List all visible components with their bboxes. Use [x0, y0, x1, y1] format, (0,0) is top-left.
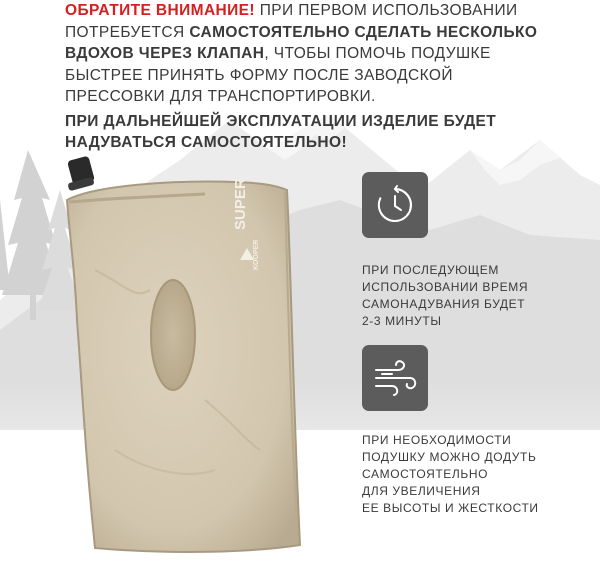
notice-lead: ОБРАТИТЕ ВНИМАНИЕ! — [65, 2, 255, 19]
feature-1-text — [362, 262, 562, 330]
feature-line: САМОСТОЯТЕЛЬНО — [362, 467, 489, 481]
valve — [67, 156, 95, 192]
feature-2-text — [362, 432, 562, 517]
notice-text-a: ПРИ ПЕРВОМ ИСПОЛЬЗОВАНИИ ПОТРЕБУЕТСЯ — [65, 2, 518, 41]
wind-icon — [372, 358, 418, 398]
feature-line: ПРИ ПОСЛЕДУЮЩЕМ — [362, 263, 499, 277]
timer-icon — [373, 183, 417, 227]
notice-block — [65, 0, 545, 154]
notice-paragraph-1 — [65, 0, 545, 108]
feature-line: ЕЕ ВЫСОТЫ И ЖЕСТКОСТИ — [362, 501, 539, 515]
feature-line: ДЛЯ УВЕЛИЧЕНИЯ — [362, 484, 481, 498]
feature-line: ПОДУШКУ МОЖНО ДОДУТЬ — [362, 450, 537, 464]
pillow-image — [55, 150, 315, 560]
feature-line: ИСПОЛЬЗОВАНИИ ВРЕМЯ — [362, 280, 529, 294]
feature-line: 2-3 МИНУТЫ — [362, 314, 442, 328]
brand-label: SUPER — [232, 178, 249, 230]
notice-emphasis: САМОСТОЯТЕЛЬНО СДЕЛАТЬ НЕСКОЛЬКО ВДОХОВ ЧЕРЕЗ КЛАПАН — [65, 23, 538, 62]
timer-icon-box — [362, 172, 428, 238]
feature-line: ПРИ НЕОБХОДИМОСТИ — [362, 433, 512, 447]
notice-paragraph-2: ПРИ ДАЛЬНЕЙШЕЙ ЭКСПЛУАТАЦИИ ИЗДЕЛИЕ БУДЕТ НАДУВАТЬСЯ САМОСТОЯТЕЛЬНО! — [65, 112, 497, 151]
wind-icon-box — [362, 345, 428, 411]
feature-line: САМОНАДУВАНИЯ БУДЕТ — [362, 297, 526, 311]
notice-text-c: , ЧТОБЫ ПОМОЧЬ ПОДУШКЕ БЫСТРЕЕ ПРИНЯТЬ ФОРМУ ПОСЛЕ ЗАВОДСКОЙ ПРЕССОВКИ ДЛЯ ТРАНСПОРТИРОВКИ. — [65, 45, 491, 105]
brand-sub: KOOPER — [253, 239, 260, 270]
